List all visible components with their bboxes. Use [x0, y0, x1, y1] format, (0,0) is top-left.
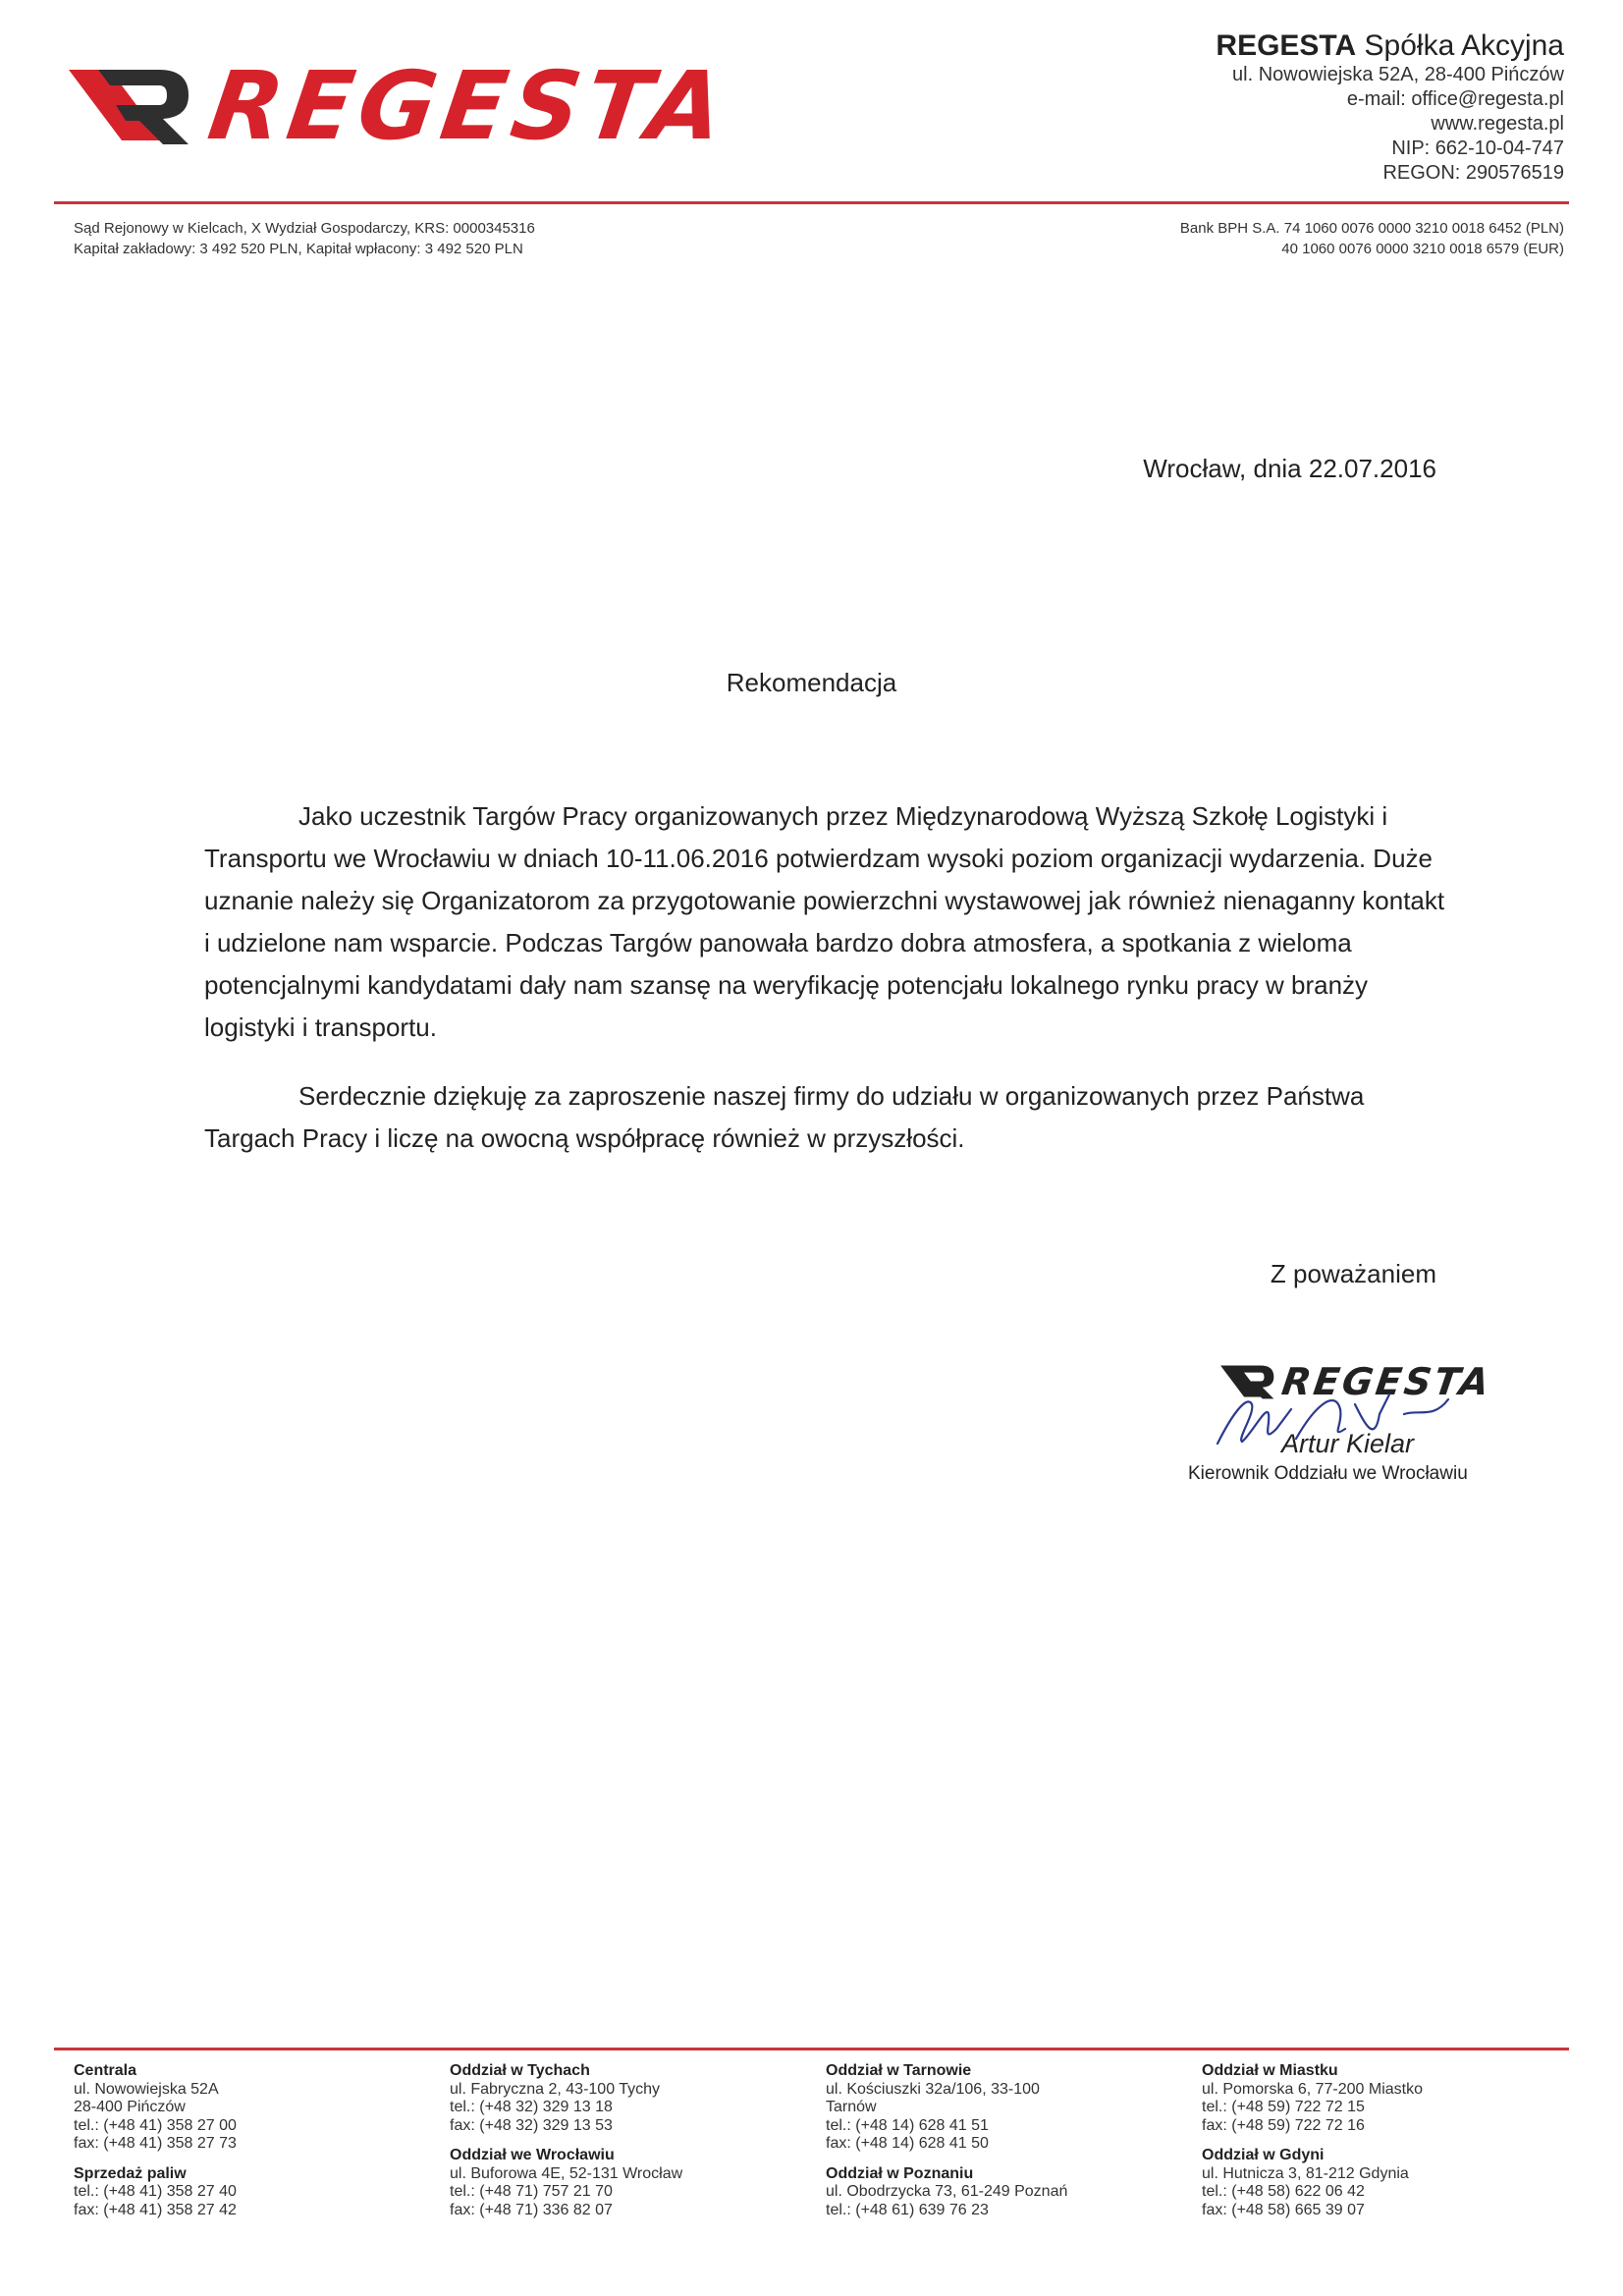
branch-block [74, 2165, 437, 2220]
company-logo [69, 51, 736, 161]
company-name-bold: REGESTA [1216, 29, 1357, 62]
bank-account-pln: Bank BPH S.A. 74 1060 0076 0000 3210 0018 6452 (PLN) [1179, 220, 1564, 237]
branch-line: tel.: (+48 32) 329 13 18 [450, 2099, 613, 2115]
branch-line: fax: (+48 58) 665 39 07 [1202, 2201, 1365, 2218]
branch-block [1202, 2062, 1565, 2135]
footer-column [826, 2062, 1189, 2231]
branch-title: Oddział w Tychach [450, 2062, 590, 2079]
legal-info [74, 218, 535, 259]
branch-title: Oddział w Tarnowie [826, 2062, 972, 2079]
footer-column [450, 2062, 813, 2231]
regesta-logo-icon [69, 62, 196, 150]
branch-title: Centrala [74, 2062, 137, 2079]
branch-block [826, 2062, 1189, 2154]
branch-line: tel.: (+48 14) 628 41 51 [826, 2116, 989, 2134]
footer-divider [54, 2048, 1569, 2050]
branch-title: Oddział w Miastku [1202, 2062, 1338, 2079]
branch-block [74, 2062, 437, 2154]
bank-account-eur: 40 1060 0076 0000 3210 0018 6579 (EUR) [1281, 241, 1564, 257]
branch-line: fax: (+48 41) 358 27 73 [74, 2135, 237, 2152]
branch-line: tel.: (+48 41) 358 27 00 [74, 2116, 237, 2134]
branch-block [450, 2147, 813, 2219]
bank-info [1180, 218, 1564, 259]
letter-body [204, 795, 1446, 1186]
branch-line: ul. Nowowiejska 52A [74, 2080, 219, 2098]
branch-title: Oddział we Wrocławiu [450, 2147, 615, 2163]
branch-title: Oddział w Poznaniu [826, 2164, 974, 2182]
branch-line: tel.: (+48 71) 757 21 70 [450, 2183, 613, 2200]
branch-line: 28-400 Pińczów [74, 2099, 186, 2115]
branch-block [1202, 2147, 1565, 2219]
branch-line: tel.: (+48 41) 358 27 40 [74, 2183, 237, 2200]
branch-line: tel.: (+48 59) 722 72 15 [1202, 2099, 1365, 2115]
signature-stamp [1178, 1360, 1522, 1498]
branch-line: ul. Fabryczna 2, 43-100 Tychy [450, 2080, 661, 2098]
branch-title: Sprzedaż paliw [74, 2164, 187, 2182]
closing-phrase: Z poważaniem [1270, 1259, 1436, 1288]
body-paragraph: Jako uczestnik Targów Pracy organizowanych przez Międzynarodową Wyższą Szkołę Logistyki i Transportu we Wrocławiu w dniach 10-11.06.2016 potwierdzam wysoki poziom organizacji wydarzenia. Duże uznanie należy się Organizatorom za przygotowanie powierzchni wystawowej jak również nienaganny kontakt i udzielone nam wsparcie. Podczas Targów panowała bardzo dobra atmosfera, a spotkania z wieloma potencjalnymi kandydatami dały nam szansę na weryfikację potencjału lokalnego rynku pracy w branży logistyki i transportu. [204, 801, 1445, 1042]
branch-line: Tarnów [826, 2099, 877, 2115]
company-info [1216, 29, 1564, 186]
company-email: e-mail: office@regesta.pl [1346, 88, 1564, 110]
letter-title: Rekomendacja [726, 668, 897, 697]
branch-line: ul. Hutnicza 3, 81-212 Gdynia [1202, 2164, 1409, 2182]
branch-line: fax: (+48 41) 358 27 42 [74, 2201, 237, 2218]
stamp-wordmark: REGESTA [1278, 1360, 1495, 1403]
company-name-rest: Spółka Akcyjna [1356, 29, 1564, 62]
branch-line: tel.: (+48 58) 622 06 42 [1202, 2183, 1365, 2200]
branch-line: ul. Pomorska 6, 77-200 Miastko [1202, 2080, 1423, 2098]
header-divider [54, 201, 1569, 204]
branch-block [450, 2062, 813, 2135]
logo-wordmark: REGESTA [202, 51, 736, 161]
footer-column [1202, 2062, 1565, 2231]
branch-line: ul. Obodrzycka 73, 61-249 Poznań [826, 2183, 1068, 2200]
branch-line: ul. Buforowa 4E, 52-131 Wrocław [450, 2164, 683, 2182]
company-address: ul. Nowowiejska 52A, 28-400 Pińczów [1232, 64, 1564, 85]
branch-line: fax: (+48 71) 336 82 07 [450, 2201, 613, 2218]
company-website: www.regesta.pl [1431, 113, 1564, 135]
body-paragraph: Serdecznie dziękuję za zaproszenie naszej firmy do udziału w organizowanych przez Państwa Targach Pracy i liczę na owocną współpracę również w przyszłości. [204, 1081, 1365, 1153]
branch-line: fax: (+48 14) 628 41 50 [826, 2135, 989, 2152]
company-nip: NIP: 662-10-04-747 [1391, 137, 1564, 159]
branch-title: Oddział w Gdyni [1202, 2147, 1325, 2163]
place-date: Wrocław, dnia 22.07.2016 [1143, 454, 1436, 483]
company-regon: REGON: 290576519 [1382, 162, 1564, 184]
branch-line: ul. Kościuszki 32a/106, 33-100 [826, 2080, 1040, 2098]
company-name [1216, 29, 1564, 63]
branch-block [826, 2165, 1189, 2220]
footer-column [74, 2062, 437, 2231]
branch-line: fax: (+48 32) 329 13 53 [450, 2116, 613, 2134]
legal-capital-line: Kapitał zakładowy: 3 492 520 PLN, Kapitał wpłacony: 3 492 520 PLN [74, 241, 523, 257]
legal-court-line: Sąd Rejonowy w Kielcach, X Wydział Gospodarczy, KRS: 0000345316 [74, 220, 535, 237]
branch-line: fax: (+48 59) 722 72 16 [1202, 2116, 1365, 2134]
signatory-name: Artur Kielar [1281, 1429, 1415, 1458]
branch-line: tel.: (+48 61) 639 76 23 [826, 2201, 989, 2218]
signatory-role: Kierownik Oddziału we Wrocławiu [1188, 1463, 1468, 1484]
